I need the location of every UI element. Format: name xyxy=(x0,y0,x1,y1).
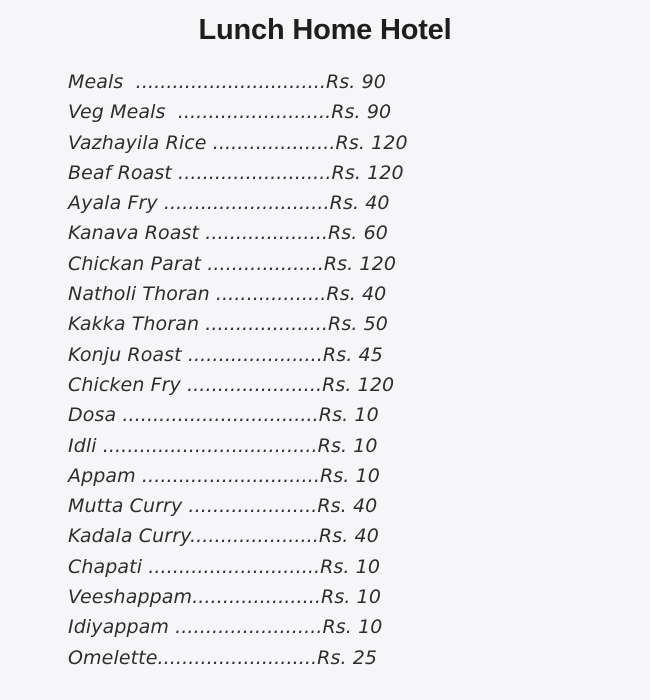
menu-item: Veeshappam.....................Rs. 10 xyxy=(68,586,382,609)
menu-item: Natholi Thoran ..................Rs. 40 xyxy=(68,283,387,306)
menu-list xyxy=(68,67,628,673)
menu-item: Appam .............................Rs. 10 xyxy=(68,464,380,487)
menu-item: Kakka Thoran ....................Rs. 50 xyxy=(68,313,388,336)
menu-item: Beaf Roast .........................Rs. 120 xyxy=(68,161,404,184)
menu-item: Meals ...............................Rs. 90 xyxy=(68,71,386,93)
menu-item: Chickan Parat ...................Rs. 120 xyxy=(68,252,397,275)
menu-item: Veg Meals .........................Rs. 90 xyxy=(68,101,392,124)
page-title: Lunch Home Hotel xyxy=(198,14,452,46)
menu-item: Konju Roast ......................Rs. 45 xyxy=(68,343,383,366)
menu-item: Kanava Roast ....................Rs. 60 xyxy=(68,222,388,245)
menu-item: Idli ...................................Rs. 10 xyxy=(68,434,378,457)
menu-item: Dosa ................................Rs. 10 xyxy=(68,404,379,427)
menu-item: Kadala Curry.....................Rs. 40 xyxy=(68,525,379,548)
menu-item: Idiyappam ........................Rs. 10 xyxy=(68,616,383,639)
menu-item: Chapati ............................Rs. 10 xyxy=(68,555,381,578)
menu-item: Omelette..........................Rs. 25 xyxy=(68,646,378,669)
menu-item: Vazhayila Rice ....................Rs. 120 xyxy=(68,131,408,154)
menu-item: Mutta Curry .....................Rs. 40 xyxy=(68,495,378,518)
menu-item: Chicken Fry ......................Rs. 120 xyxy=(68,373,395,396)
menu-item: Ayala Fry ...........................Rs. 40 xyxy=(68,192,390,215)
